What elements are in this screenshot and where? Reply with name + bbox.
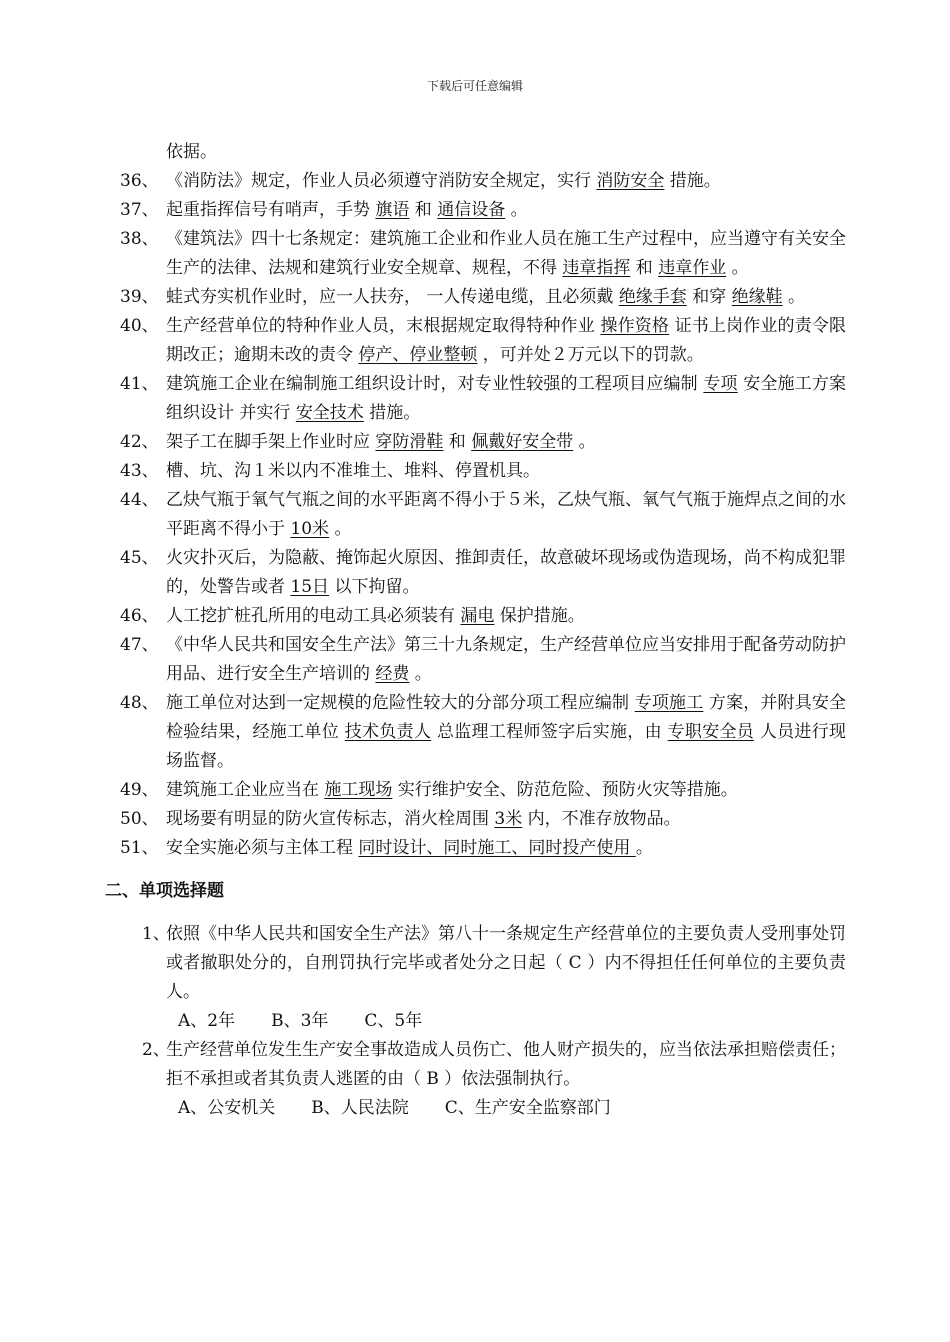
item-number: 36、 [120,171,159,191]
text-segment: 总监理工程师签字后实施，由 [431,722,668,742]
answer-blank: 经费 [375,664,410,684]
text-segment: 安全施工方案 组织设计 并实行 [166,374,847,423]
continuation-text: 依据。 [166,142,217,162]
item-text [166,834,846,863]
option-item: B、人民法院 [311,1098,409,1118]
text-segment: 建筑施工企业在编制施工组织设计时，对专业性较强的工程项目应编制 [166,374,704,394]
item-text [166,602,846,631]
fill-in-list [0,167,950,863]
text-segment: 安全实施必须与主体工程 [166,838,359,858]
item-text [166,370,846,428]
question-number: 2、 [142,1040,170,1060]
item-text [166,312,846,370]
answer-blank: 违章指挥 [562,258,631,278]
text-segment: 和 [443,432,472,452]
text-segment: 火灾扑灭后，为隐蔽、掩饰起火原因、推卸责任，故意破坏现场或伪造现场，尚不构成犯罪的，处警告或者 [166,548,846,597]
fill-item [0,312,950,370]
question-number: 1、 [142,924,170,944]
option-item: C、5年 [364,1011,423,1031]
item-number: 41、 [120,374,159,394]
answer-blank: 佩戴好安全带 [471,432,574,452]
item-text [166,225,846,283]
question-text: 生产经营单位发生生产安全事故造成人员伤亡、他人财产损失的，应当依法承担赔偿责任；拒不承担或者其负责人逃匿的由（ B ）依法强制执行。 [166,1040,846,1089]
fill-item [0,457,950,486]
item-number: 37、 [120,200,159,220]
text-segment: 。 [573,432,596,452]
text-segment: 。 [505,200,528,220]
text-segment: 和 [409,200,438,220]
text-segment: 。 [726,258,749,278]
fill-item [0,370,950,428]
item-text [166,486,846,544]
item-number: 48、 [120,693,159,713]
question-text: 依照《中华人民共和国安全生产法》第八十一条规定生产经营单位的主要负责人受刑事处罚或者撤职处分的，自刑罚执行完毕或者处分之日起（ C ）内不得担任任何单位的主要负责人。 [166,924,846,1002]
text-segment: 措施。 [363,403,421,423]
answer-blank: 穿防滑鞋 [375,432,444,452]
header-note: 下载后可任意编辑 [426,79,523,93]
item-text [166,689,846,776]
answer-blank: 消防安全 [596,171,665,191]
text-segment: 和穿 [686,287,732,307]
fill-item [0,776,950,805]
text-segment: 人工挖扩桩孔所用的电动工具必须装有 [166,606,461,626]
option-item: C、生产安全监察部门 [444,1098,611,1118]
text-segment: 蛙式夯实机作业时，应一人扶夯， 一人传递电缆，且必须戴 [166,287,619,307]
text-segment: 和 [630,258,659,278]
text-segment: 建筑施工企业应当在 [166,780,325,800]
answer-blank: 安全技术 [295,403,364,423]
item-text [166,544,846,602]
item-number: 50、 [120,809,159,829]
option-item: A、2年 [178,1011,236,1031]
answer-blank: 停产、停业整顿 [358,345,478,365]
text-segment: 现场要有明显的防火宣传标志，消火栓周围 [166,809,495,829]
answer-blank: 违章作业 [658,258,727,278]
answer-blank: 施工现场 [324,780,393,800]
text-segment: 措施。 [664,171,721,191]
item-number: 43、 [120,461,159,481]
answer-blank: 10米 [290,519,330,539]
text-segment: 生产经营单位的特种作业人员，末根据规定取得特种作业 [166,316,601,336]
text-segment: 《消防法》规定，作业人员必须遵守消防安全规定，实行 [166,171,597,191]
fill-item [0,283,950,312]
item-text [166,631,846,689]
item-number: 45、 [120,548,159,568]
fill-item [0,544,950,602]
text-segment: 方案，并附具安全检验结果，经施工单位 [166,693,847,742]
item-text [166,457,846,486]
text-segment: 。 [782,287,806,307]
answer-blank: 专职安全员 [667,722,755,742]
item-number: 40、 [120,316,159,336]
item-text [166,805,846,834]
answer-blank: 专项 [703,374,738,394]
text-segment: 槽、坑、沟１米以内不准堆土、堆料、停置机具。 [166,461,540,481]
text-segment: 《中华人民共和国安全生产法》第三十九条规定，生产经营单位应当安排用于配备劳动防护用品、进行安全生产培训的 [166,635,846,684]
text-segment: 架子工在脚手架上作业时应 [166,432,376,452]
item-number: 42、 [120,432,159,452]
option-list [178,1094,950,1123]
fill-item [0,196,950,225]
text-segment: 保护措施。 [494,606,585,626]
choice-question [0,1036,950,1094]
item-number: 47、 [120,635,159,655]
continuation-line [0,138,950,167]
fill-item [0,689,950,776]
option-item: B、3年 [271,1011,329,1031]
option-item: A、公安机关 [178,1098,276,1118]
text-segment: 起重指挥信号有哨声，手势 [166,200,376,220]
text-segment: 乙炔气瓶于氧气气瓶之间的水平距离不得小于５米，乙炔气瓶、氧气气瓶于施焊点之间的水平距离不得小于 [166,490,846,539]
choice-question [0,920,950,1007]
item-number: 46、 [120,606,159,626]
item-text [166,428,846,457]
text-segment: 以下拘留。 [329,577,420,597]
item-number: 44、 [120,490,159,510]
text-segment: 。 [329,519,352,539]
option-list [178,1007,950,1036]
fill-item [0,486,950,544]
answer-blank: 通信设备 [437,200,506,220]
fill-item [0,167,950,196]
text-segment: 证书上岗作业的责令限期改正；逾期未改的责令 [166,316,847,365]
answer-blank: 绝缘手套 [618,287,687,307]
answer-blank: 漏电 [460,606,495,626]
text-segment: 施工单位对达到一定规模的危险性较大的分部分项工程应编制 [166,693,635,713]
text-segment: 《建筑法》四十七条规定：建筑施工企业和作业人员在施工生产过程中，应当遵守有关安全生产的法律、法规和建筑行业安全规章、规程，不得 [166,229,846,278]
answer-blank: 操作资格 [600,316,670,336]
answer-blank: 同时设计、同时施工、同时投产使用 [358,838,636,858]
item-text [166,167,846,196]
section-title: 二、单项选择题 [105,881,224,901]
text-segment: 。 [635,838,653,858]
fill-item [0,602,950,631]
text-segment: ，可并处２万元以下的罚款。 [477,345,704,365]
item-number: 51、 [120,838,159,858]
answer-blank: 旗语 [375,200,410,220]
choice-list [0,920,950,1123]
answer-blank: 专项施工 [634,693,704,713]
answer-blank: 技术负责人 [344,722,432,742]
text-segment: 实行维护安全、防范危险、预防火灾等措施。 [392,780,738,800]
fill-item [0,428,950,457]
fill-item [0,225,950,283]
fill-item [0,805,950,834]
text-segment: 人员进行现场监督。 [166,722,847,771]
text-segment: 内，不准存放物品。 [522,809,681,829]
answer-blank: 3米 [494,809,523,829]
answer-blank: 15日 [290,577,330,597]
item-number: 39、 [120,287,159,307]
text-segment: 。 [409,664,432,684]
item-text [166,776,846,805]
item-text [166,196,846,225]
document-content [0,138,950,1123]
fill-item [0,631,950,689]
item-number: 49、 [120,780,159,800]
item-text [166,283,846,312]
answer-blank: 绝缘鞋 [731,287,783,307]
item-number: 38、 [120,229,159,249]
fill-item [0,834,950,863]
